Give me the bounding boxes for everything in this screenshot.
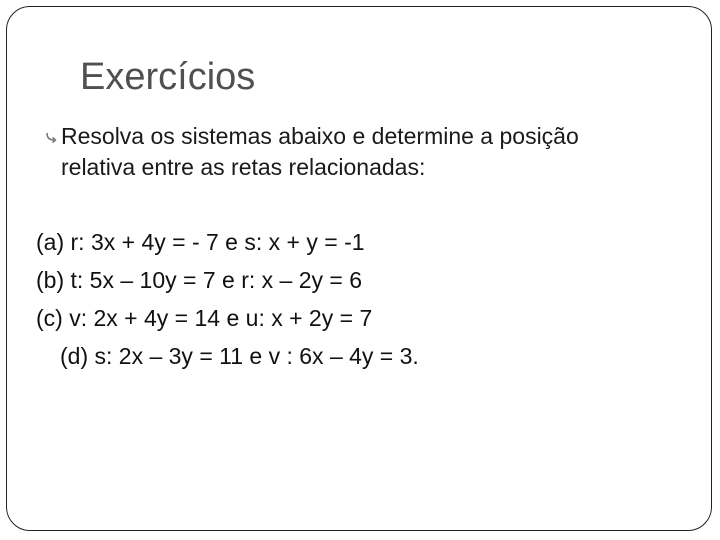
- exercise-item-b: (b) t: 5x – 10y = 7 e r: x – 2y = 6: [36, 267, 362, 293]
- exercise-item-a: (a) r: 3x + 4y = - 7 e s: x + y = -1: [36, 229, 365, 255]
- exercise-list: [36, 225, 419, 377]
- exercise-item-d: (d) s: 2x – 3y = 11 e v : 6x – 4y = 3.: [60, 343, 419, 369]
- bullet-text-line-2: relativa entre as retas relacionadas:: [61, 154, 426, 180]
- curved-arrow-bullet-icon: [44, 129, 60, 145]
- instruction-bullet: [44, 121, 664, 183]
- bullet-text-line-1: Resolva os sistemas abaixo e determine a posição: [61, 123, 579, 149]
- slide-title: Exercícios: [80, 56, 256, 98]
- bullet-first-line: [44, 121, 664, 152]
- exercise-item-c: (c) v: 2x + 4y = 14 e u: x + 2y = 7: [36, 305, 373, 331]
